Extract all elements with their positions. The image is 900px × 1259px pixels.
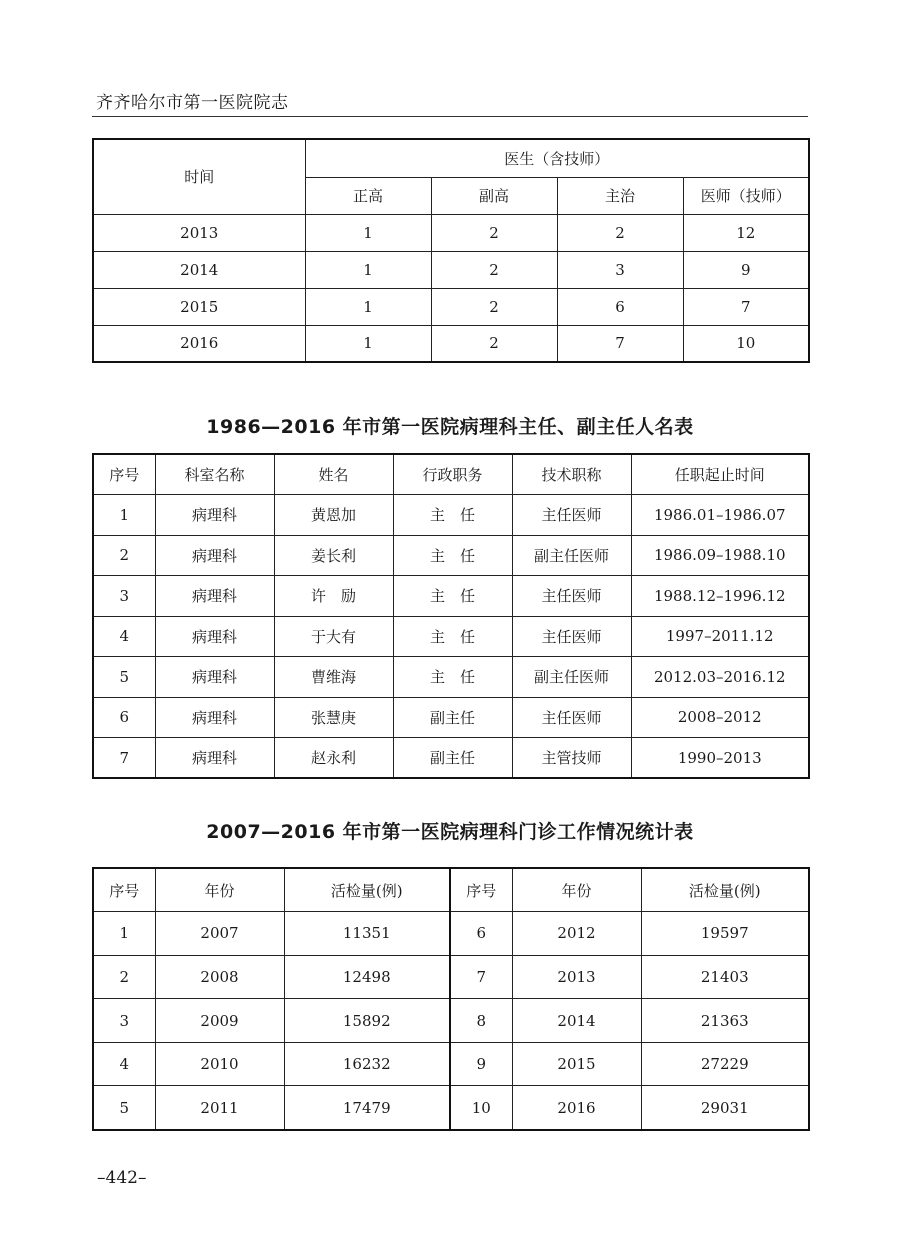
page-number: –442– [97,1168,147,1188]
position-cell: 主 任 [393,657,512,698]
position-cell: 主 任 [393,616,512,657]
index-cell: 7 [450,955,512,999]
count-cell: 2 [557,214,683,251]
name-cell: 许 励 [274,576,393,617]
year-cell: 2015 [512,1042,641,1086]
count-cell: 7 [557,325,683,362]
department-cell: 病理科 [155,535,274,576]
table-row [93,912,809,956]
index-cell: 1 [93,495,155,536]
department-cell: 病理科 [155,657,274,698]
position-cell: 副主任 [393,738,512,779]
column-header: 技术职称 [512,454,631,495]
biopsy-count-cell: 11351 [284,912,450,956]
count-cell: 2 [431,214,557,251]
tenure-cell: 1986.01–1986.07 [631,495,809,536]
year-cell: 2013 [93,214,305,251]
table-row [93,288,809,325]
biopsy-count-cell: 17479 [284,1086,450,1130]
index-cell: 10 [450,1086,512,1130]
count-cell: 1 [305,325,431,362]
year-cell: 2013 [512,955,641,999]
time-header: 时间 [93,139,305,214]
department-cell: 病理科 [155,738,274,779]
department-cell: 病理科 [155,616,274,657]
column-header: 副高 [431,177,557,214]
table-row [93,495,809,536]
tenure-cell: 1997–2011.12 [631,616,809,657]
tenure-cell: 1990–2013 [631,738,809,779]
index-cell: 3 [93,576,155,617]
count-cell: 6 [557,288,683,325]
year-cell: 2015 [93,288,305,325]
name-cell: 黄恩加 [274,495,393,536]
title-cell: 主任医师 [512,495,631,536]
title-cell: 主任医师 [512,576,631,617]
name-cell: 曹维海 [274,657,393,698]
position-cell: 主 任 [393,576,512,617]
index-cell: 8 [450,999,512,1043]
table-row [93,535,809,576]
column-header: 活检量(例) [284,868,450,912]
directors-table [92,453,810,779]
title-cell: 主任医师 [512,616,631,657]
column-header: 科室名称 [155,454,274,495]
stats-header-row [93,868,809,912]
index-cell: 6 [450,912,512,956]
count-cell: 1 [305,214,431,251]
staff-header-row [93,139,809,177]
year-cell: 2016 [93,325,305,362]
name-cell: 于大有 [274,616,393,657]
biopsy-count-cell: 16232 [284,1042,450,1086]
title-cell: 主管技师 [512,738,631,779]
index-cell: 9 [450,1042,512,1086]
count-cell: 2 [431,325,557,362]
department-cell: 病理科 [155,495,274,536]
tenure-cell: 1988.12–1996.12 [631,576,809,617]
count-cell: 2 [431,288,557,325]
biopsy-count-cell: 27229 [641,1042,809,1086]
year-cell: 2016 [512,1086,641,1130]
tenure-cell: 2012.03–2016.12 [631,657,809,698]
column-header: 正高 [305,177,431,214]
count-cell: 1 [305,288,431,325]
running-header: 齐齐哈尔市第一医院院志 [96,93,289,113]
year-cell: 2009 [155,999,284,1043]
index-cell: 6 [93,697,155,738]
table-row [93,251,809,288]
name-cell: 张慧庚 [274,697,393,738]
year-cell: 2014 [93,251,305,288]
table-row [93,325,809,362]
year-cell: 2010 [155,1042,284,1086]
table-row [93,1042,809,1086]
column-header: 序号 [93,454,155,495]
index-cell: 7 [93,738,155,779]
title-cell: 副主任医师 [512,657,631,698]
column-header: 序号 [450,868,512,912]
biopsy-count-cell: 15892 [284,999,450,1043]
position-cell: 副主任 [393,697,512,738]
doctor-group-header: 医生（含技师） [305,139,809,177]
column-header: 年份 [512,868,641,912]
column-header: 姓名 [274,454,393,495]
header-rule [92,116,808,117]
column-header: 年份 [155,868,284,912]
year-cell: 2008 [155,955,284,999]
count-cell: 2 [431,251,557,288]
table-row [93,1086,809,1130]
directors-header-row [93,454,809,495]
name-cell: 赵永利 [274,738,393,779]
column-header: 医师（技师） [683,177,809,214]
title-cell: 主任医师 [512,697,631,738]
count-cell: 3 [557,251,683,288]
biopsy-count-cell: 19597 [641,912,809,956]
stats-table-title: 2007—2016 年市第一医院病理科门诊工作情况统计表 [206,821,694,843]
biopsy-count-cell: 12498 [284,955,450,999]
biopsy-count-cell: 21403 [641,955,809,999]
biopsy-count-cell: 21363 [641,999,809,1043]
year-cell: 2011 [155,1086,284,1130]
department-cell: 病理科 [155,576,274,617]
table-row [93,657,809,698]
count-cell: 10 [683,325,809,362]
directors-table-title: 1986—2016 年市第一医院病理科主任、副主任人名表 [206,416,694,438]
count-cell: 9 [683,251,809,288]
table-row [93,616,809,657]
table-row [93,955,809,999]
table-row [93,999,809,1043]
column-header: 任职起止时间 [631,454,809,495]
index-cell: 4 [93,1042,155,1086]
tenure-cell: 1986.09–1988.10 [631,535,809,576]
column-header: 主治 [557,177,683,214]
title-cell: 副主任医师 [512,535,631,576]
table-row [93,576,809,617]
column-header: 序号 [93,868,155,912]
column-header: 行政职务 [393,454,512,495]
biopsy-count-cell: 29031 [641,1086,809,1130]
stats-table [92,867,810,1131]
count-cell: 1 [305,251,431,288]
year-cell: 2007 [155,912,284,956]
table-row [93,697,809,738]
table-row [93,738,809,779]
count-cell: 7 [683,288,809,325]
position-cell: 主 任 [393,535,512,576]
year-cell: 2012 [512,912,641,956]
index-cell: 2 [93,955,155,999]
count-cell: 12 [683,214,809,251]
department-cell: 病理科 [155,697,274,738]
index-cell: 3 [93,999,155,1043]
staff-table [92,138,810,363]
column-header: 活检量(例) [641,868,809,912]
index-cell: 4 [93,616,155,657]
index-cell: 1 [93,912,155,956]
index-cell: 5 [93,1086,155,1130]
index-cell: 2 [93,535,155,576]
name-cell: 姜长利 [274,535,393,576]
table-row [93,214,809,251]
year-cell: 2014 [512,999,641,1043]
position-cell: 主 任 [393,495,512,536]
tenure-cell: 2008–2012 [631,697,809,738]
index-cell: 5 [93,657,155,698]
